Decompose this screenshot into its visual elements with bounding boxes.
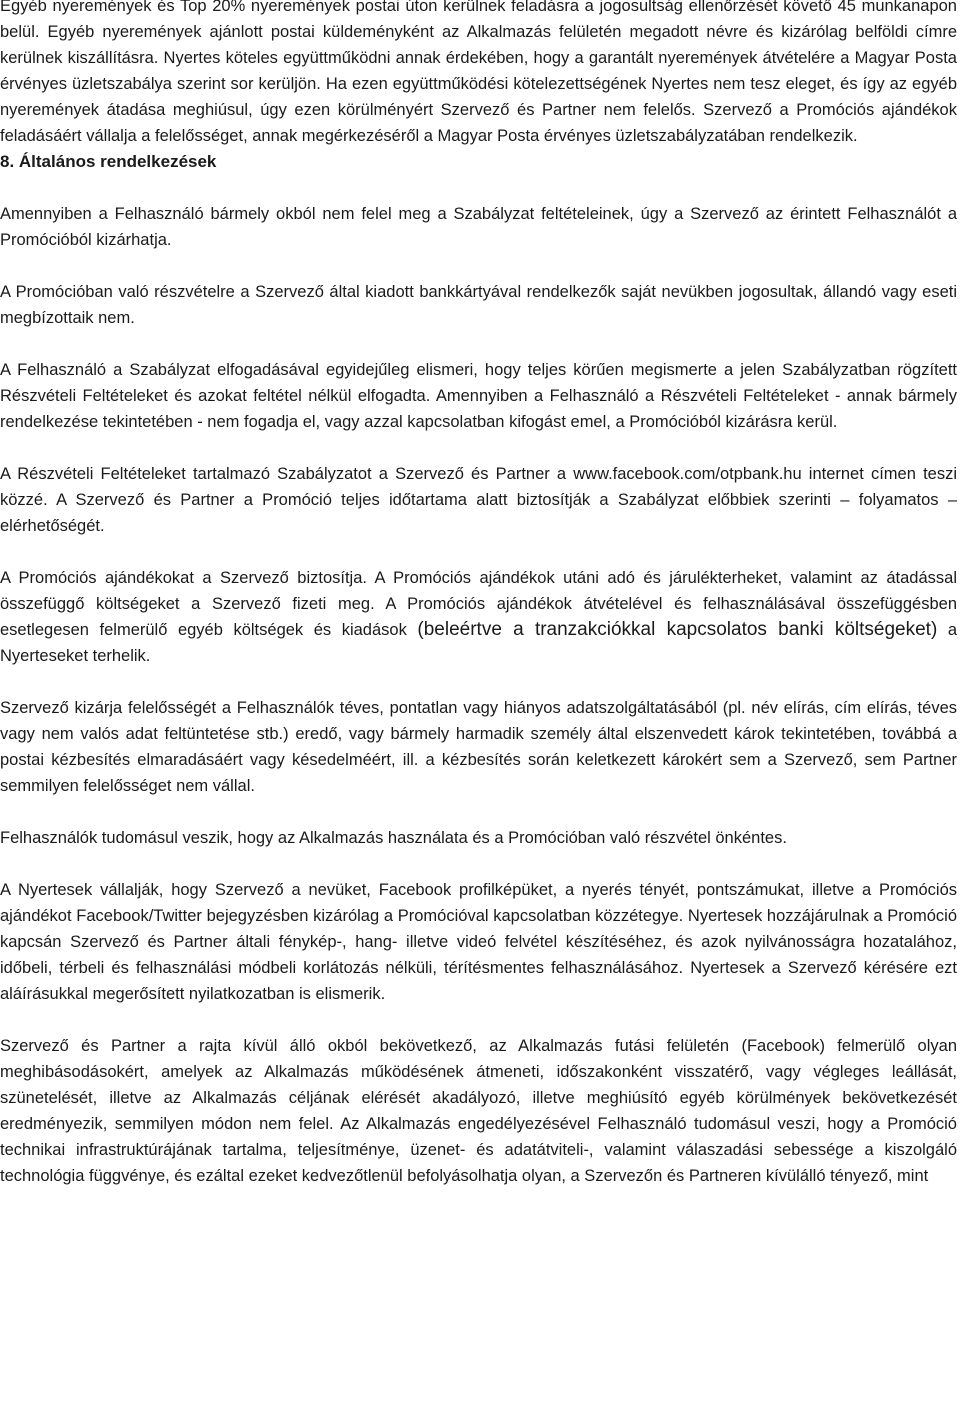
costs-text: A Promóciós ajándékokat a Szervező biztosítja. A Promóciós ajándékok utáni adó és járulékterheket, valamint az átadással összefüggő költségeket a Szervező fizeti meg. A Promóciós ajándékok átvételével és felhasználásával összefüggésben esetlegesen felmerülő egyéb költségek és kiadások [0,569,957,639]
paragraph-eligibility: A Promócióban való részvételre a Szervező által kiadott bankkártyával rendelkezők saját nevükben jogosultak, állandó vagy eseti megbízottaik nem. [0,283,957,327]
costs-tail: a Nyerteseket terhelik. [0,621,958,665]
section-heading: 8. Általános rendelkezések [0,152,217,171]
paragraph-technical: Szervező és Partner a rajta kívül álló okból bekövetkező, az Alkalmazás futási felületén (Facebook) felmerülő olyan meghibásodásokért, amelyek az Alkalmazás működésének átmeneti, időszakonként visszatérő, vagy végleges leállását, szünetelését, illetve az Alkalmazás céljának elérését akadályozó, illetve meghiúsító egyéb körülmények bekövetkezését eredményezik, semmilyen módon nem felel. Az Alkalmazás engedélyezésével Felhasználó tudomásul veszi, hogy a Promóció technikai infrastruktúrájának tartalma, teljesítménye, üzenet- és adatátviteli-, valamint válaszadási sebessége a kiszolgáló technológia függvénye, és ezáltal ezeket kedvezőtlenül befolyásolhatja olyan, a Szervezőn és Partneren kívülálló tényező, mint [0,1037,957,1185]
costs-emphasis: (beleértve a tranzakciókkal kapcsolatos banki költségeket) [417,619,938,640]
paragraph-acceptance: A Felhasználó a Szabályzat elfogadásával egyidejűleg elismeri, hogy teljes körűen megismerte a jelen Szabályzatban rögzített Részvételi Feltételeket és azokat feltétel nélkül elfogadta. Amennyiben a Felhasználó a Részvételi Feltételeket - annak bármely rendelkezése tekintetében - nem fogadja el, vagy azzal kapcsolatban kifogást emel, a Promócióból kizárásra kerül. [0,361,957,431]
paragraph-exclusion: Amennyiben a Felhasználó bármely okból nem felel meg a Szabályzat feltételeinek, úgy a Szervező az érintett Felhasználót a Promócióból kizárhatja. [0,205,957,249]
paragraph-costs [0,565,957,669]
paragraph-publication: A Részvételi Feltételeket tartalmazó Szabályzatot a Szervező és Partner a www.facebook.com/otpbank.hu internet címen teszi közzé. A Szervező és Partner a Promóció teljes időtartama alatt biztosítják a Szabályzat előbbiek szerinti – folyamatos – elérhetőségét. [0,465,957,535]
paragraph-publicity: A Nyertesek vállalják, hogy Szervező a nevüket, Facebook profilképüket, a nyerés tényét, pontszámukat, illetve a Promóciós ajándékot Facebook/Twitter bejegyzésben kizárólag a Promócióval kapcsolatban közzétegye. Nyertesek hozzájárulnak a Promóció kapcsán Szervező és Partner általi fénykép-, hang- illetve videó felvétel készítéséhez, és azok nyilvánosságra hozatalához, időbeli, térbeli és felhasználási módbeli korlátozás nélküli, térítésmentes felhasználásához. Nyertesek a Szervező kérésére ezt aláírásukkal megerősített nyilatkozatban is elismerik. [0,881,957,1003]
paragraph-liability: Szervező kizárja felelősségét a Felhasználók téves, pontatlan vagy hiányos adatszolgáltatásából (pl. név elírás, cím elírás, téves vagy nem valós adat feltüntetése stb.) eredő, vagy bármely harmadik személy által elszenvedett károk tekintetében, továbbá a postai kézbesítés elmaradásáért vagy késedelméért, ill. a kézbesítés során keletkezett károkért sem a Szervező, sem Partner semmilyen felelősséget nem vállal. [0,699,957,795]
paragraph-voluntary: Felhasználók tudomásul veszik, hogy az Alkalmazás használata és a Promócióban való részvétel önkéntes. [0,829,787,847]
paragraph-prize-delivery: Egyéb nyeremények és Top 20% nyeremények postai úton kerülnek feladásra a jogosultság ellenőrzését követő 45 munkanapon belül. Egyéb nyeremények ajánlott postai küldeményként az Alkalmazás felületén megadott névre és kizárólag belföldi címre kerülnek kiszállításra. Nyertes köteles együttműködni annak érdekében, hogy a garantált nyeremények átvételére a Magyar Posta érvényes üzletszabálya szerint sor kerüljön. Ha ezen együttműködési kötelezettségének Nyertes nem tesz eleget, és így az egyéb nyeremények átadása meghiúsul, úgy ezen körülményért Szervező és Partner nem felelős. Szervező a Promóciós ajándékok feladásáért vállalja a felelősséget, annak megérkezéséről a Magyar Posta érvényes üzletszabályzatában rendelkezik. [0,0,957,145]
